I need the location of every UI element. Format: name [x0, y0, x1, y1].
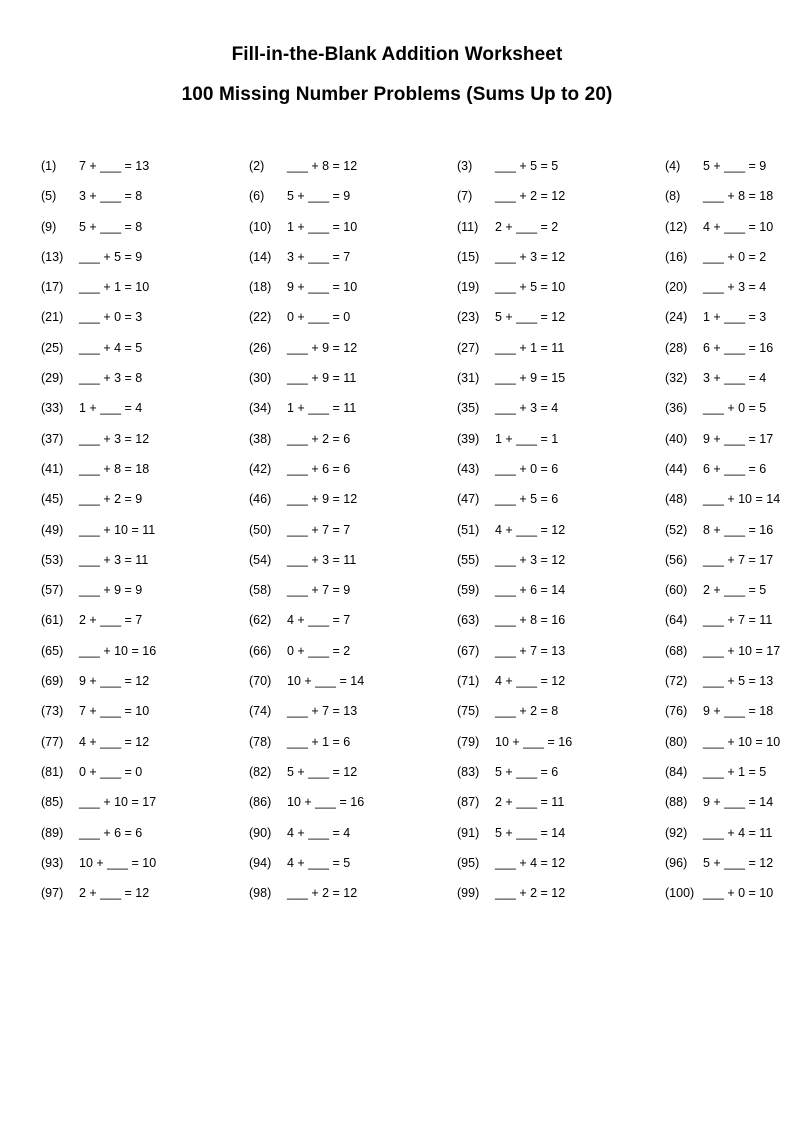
problem-equation: ___ + 3 = 12 — [79, 431, 150, 446]
problem-number: (97) — [41, 886, 64, 901]
problem-number: (86) — [249, 795, 272, 810]
problem-number: (61) — [41, 613, 64, 628]
problem-equation: 5 + ___ = 12 — [703, 855, 774, 870]
problem-row — [41, 703, 794, 733]
problem-number: (66) — [249, 643, 272, 658]
problem-number: (53) — [41, 552, 64, 567]
problem-number: (2) — [249, 159, 265, 173]
problem-number: (7) — [457, 189, 473, 204]
problem-number: (45) — [41, 492, 64, 507]
problem-equation: 7 + ___ = 13 — [79, 159, 150, 173]
problem-equation: 5 + ___ = 12 — [495, 310, 566, 325]
problem-equation: ___ + 5 = 6 — [495, 492, 559, 507]
problem-number: (63) — [457, 613, 480, 628]
problem-number: (40) — [665, 431, 688, 446]
problem-equation: 5 + ___ = 12 — [287, 764, 358, 779]
problem-number: (42) — [249, 461, 272, 476]
problem-equation: 4 + ___ = 12 — [495, 674, 566, 689]
problem-equation: ___ + 0 = 10 — [703, 886, 774, 901]
problem-equation: 4 + ___ = 5 — [287, 855, 351, 870]
problem-number: (5) — [41, 189, 57, 204]
problem-number: (49) — [41, 522, 64, 537]
problem-number: (11) — [457, 219, 479, 234]
problem-number: (4) — [665, 159, 681, 173]
problem-number: (16) — [665, 249, 688, 264]
problem-equation: ___ + 1 = 6 — [287, 734, 351, 749]
problem-row — [41, 612, 794, 642]
problem-number: (78) — [249, 734, 272, 749]
problem-number: (89) — [41, 825, 64, 840]
problem-equation: 5 + ___ = 8 — [79, 219, 143, 234]
problem-grid — [41, 158, 794, 915]
problem-number: (29) — [41, 371, 64, 386]
problem-number: (32) — [665, 371, 688, 386]
problem-row — [41, 158, 794, 188]
problem-equation: ___ + 7 = 13 — [495, 643, 566, 658]
problem-row — [41, 794, 794, 824]
problem-number: (93) — [41, 855, 64, 870]
problem-equation: ___ + 0 = 2 — [703, 249, 767, 264]
problem-equation: 9 + ___ = 14 — [703, 795, 774, 810]
problem-row — [41, 643, 794, 673]
problem-equation: 1 + ___ = 11 — [287, 401, 357, 416]
problem-row — [41, 400, 794, 430]
problem-equation: ___ + 7 = 7 — [287, 522, 351, 537]
problem-number: (27) — [457, 340, 480, 355]
problem-number: (55) — [457, 552, 480, 567]
problem-number: (36) — [665, 401, 688, 416]
problem-number: (21) — [41, 310, 64, 325]
problem-equation: ___ + 6 = 6 — [79, 825, 143, 840]
problem-equation: 2 + ___ = 5 — [703, 583, 767, 598]
problem-equation: 4 + ___ = 12 — [79, 734, 150, 749]
problem-equation: 3 + ___ = 8 — [79, 189, 143, 204]
problem-equation: 2 + ___ = 11 — [495, 795, 565, 810]
problem-number: (57) — [41, 583, 64, 598]
problem-number: (31) — [457, 371, 480, 386]
problem-number: (95) — [457, 855, 480, 870]
problem-equation: ___ + 3 = 8 — [79, 371, 143, 386]
problem-number: (80) — [665, 734, 688, 749]
problem-number: (41) — [41, 461, 64, 476]
problem-equation: ___ + 9 = 12 — [287, 340, 358, 355]
problem-number: (9) — [41, 219, 57, 234]
problem-equation: 10 + ___ = 10 — [79, 855, 157, 870]
problem-row — [41, 491, 794, 521]
problem-number: (65) — [41, 643, 64, 658]
problem-equation: ___ + 8 = 18 — [79, 461, 150, 476]
problem-number: (85) — [41, 795, 64, 810]
problem-equation: 0 + ___ = 0 — [79, 764, 143, 779]
problem-number: (14) — [249, 249, 272, 264]
problem-equation: ___ + 5 = 9 — [79, 249, 143, 264]
problem-number: (68) — [665, 643, 688, 658]
problem-number: (60) — [665, 583, 688, 598]
problem-equation: ___ + 9 = 15 — [495, 371, 566, 386]
problem-equation: 5 + ___ = 9 — [287, 189, 351, 204]
problem-number: (3) — [457, 159, 473, 173]
problem-row — [41, 249, 794, 279]
problem-equation: ___ + 8 = 18 — [703, 189, 774, 204]
problem-number: (73) — [41, 704, 64, 719]
problem-equation: ___ + 7 = 11 — [703, 613, 773, 628]
problem-equation: ___ + 7 = 13 — [287, 704, 358, 719]
problem-number: (25) — [41, 340, 64, 355]
problem-equation: ___ + 4 = 12 — [495, 855, 566, 870]
problem-equation: 10 + ___ = 14 — [287, 674, 365, 689]
problem-number: (52) — [665, 522, 688, 537]
problem-row — [41, 431, 794, 461]
problem-equation: ___ + 8 = 16 — [495, 613, 566, 628]
problem-equation: 5 + ___ = 14 — [495, 825, 566, 840]
problem-number: (26) — [249, 340, 272, 355]
problem-row — [41, 825, 794, 855]
problem-equation: ___ + 4 = 5 — [79, 340, 143, 355]
problem-number: (22) — [249, 310, 272, 325]
problem-equation: ___ + 10 = 14 — [703, 492, 781, 507]
problem-row — [41, 461, 794, 491]
problem-number: (30) — [249, 371, 272, 386]
problem-equation: ___ + 3 = 4 — [495, 401, 559, 416]
problem-number: (15) — [457, 249, 480, 264]
problem-number: (39) — [457, 431, 480, 446]
problem-number: (81) — [41, 764, 64, 779]
problem-number: (48) — [665, 492, 688, 507]
problem-row — [41, 370, 794, 400]
problem-number: (84) — [665, 764, 688, 779]
problem-equation: ___ + 10 = 11 — [79, 522, 156, 537]
problem-number: (12) — [665, 219, 688, 234]
problem-number: (67) — [457, 643, 480, 658]
problem-equation: 1 + ___ = 10 — [287, 219, 358, 234]
problem-number: (18) — [249, 280, 272, 295]
problem-row — [41, 188, 794, 218]
problem-equation: ___ + 2 = 6 — [287, 431, 351, 446]
problem-number: (87) — [457, 795, 480, 810]
problem-equation: 4 + ___ = 12 — [495, 522, 566, 537]
problem-equation: 1 + ___ = 4 — [79, 401, 143, 416]
problem-number: (1) — [41, 159, 57, 173]
problem-equation: ___ + 6 = 14 — [495, 583, 566, 598]
problem-number: (13) — [41, 249, 64, 264]
problem-row — [41, 764, 794, 794]
problem-row — [41, 340, 794, 370]
problem-number: (23) — [457, 310, 480, 325]
problem-number: (75) — [457, 704, 480, 719]
problem-equation: ___ + 3 = 11 — [79, 552, 149, 567]
problem-equation: ___ + 0 = 5 — [703, 401, 767, 416]
problem-number: (19) — [457, 280, 480, 295]
problem-number: (59) — [457, 583, 480, 598]
problem-number: (50) — [249, 522, 272, 537]
problem-number: (64) — [665, 613, 688, 628]
problem-number: (58) — [249, 583, 272, 598]
problem-number: (51) — [457, 522, 480, 537]
problem-number: (77) — [41, 734, 64, 749]
problem-equation: 6 + ___ = 16 — [703, 340, 774, 355]
problem-number: (35) — [457, 401, 480, 416]
problem-equation: 5 + ___ = 9 — [703, 159, 767, 173]
problem-row — [41, 673, 794, 703]
problem-equation: ___ + 9 = 11 — [287, 371, 357, 386]
problem-equation: ___ + 0 = 6 — [495, 461, 559, 476]
worksheet-subtitle: 100 Missing Number Problems (Sums Up to 20) — [181, 84, 613, 105]
problem-number: (28) — [665, 340, 688, 355]
problem-equation: ___ + 9 = 9 — [79, 583, 143, 598]
problem-number: (43) — [457, 461, 480, 476]
problem-equation: ___ + 3 = 11 — [287, 552, 357, 567]
problem-number: (8) — [665, 189, 681, 204]
problem-number: (54) — [249, 552, 272, 567]
problem-number: (91) — [457, 825, 480, 840]
problem-equation: ___ + 9 = 12 — [287, 492, 358, 507]
problem-number: (24) — [665, 310, 688, 325]
problem-row — [41, 855, 794, 885]
problem-number: (46) — [249, 492, 272, 507]
problem-equation: ___ + 10 = 17 — [79, 795, 157, 810]
problem-equation: ___ + 10 = 10 — [703, 734, 781, 749]
problem-equation: 0 + ___ = 2 — [287, 643, 351, 658]
problem-equation: 4 + ___ = 7 — [287, 613, 351, 628]
problem-equation: ___ + 7 = 17 — [703, 552, 774, 567]
problem-equation: 5 + ___ = 6 — [495, 764, 559, 779]
problem-number: (74) — [249, 704, 272, 719]
problem-number: (71) — [457, 674, 480, 689]
problem-row — [41, 522, 794, 552]
problem-number: (79) — [457, 734, 480, 749]
problem-equation: ___ + 1 = 10 — [79, 280, 150, 295]
problem-number: (92) — [665, 825, 688, 840]
problem-row — [41, 552, 794, 582]
problem-number: (76) — [665, 704, 688, 719]
problem-number: (44) — [665, 461, 688, 476]
problem-equation: ___ + 2 = 8 — [495, 704, 559, 719]
problem-number: (62) — [249, 613, 272, 628]
problem-equation: 9 + ___ = 10 — [287, 280, 358, 295]
problem-number: (82) — [249, 764, 272, 779]
problem-number: (34) — [249, 401, 272, 416]
problem-equation: 2 + ___ = 12 — [79, 886, 150, 901]
problem-equation: 1 + ___ = 1 — [495, 431, 559, 446]
problem-equation: 2 + ___ = 7 — [79, 613, 143, 628]
problem-number: (99) — [457, 886, 480, 901]
problem-equation: 7 + ___ = 10 — [79, 704, 150, 719]
problem-equation: ___ + 4 = 11 — [703, 825, 773, 840]
problem-row — [41, 734, 794, 764]
problem-row — [41, 219, 794, 249]
problem-equation: 9 + ___ = 18 — [703, 704, 774, 719]
problem-equation: ___ + 2 = 12 — [495, 886, 566, 901]
problem-number: (100) — [665, 886, 695, 901]
problem-number: (83) — [457, 764, 480, 779]
problem-number: (47) — [457, 492, 480, 507]
problem-number: (88) — [665, 795, 688, 810]
problem-equation: 2 + ___ = 2 — [495, 219, 559, 234]
problem-equation: ___ + 10 = 17 — [703, 643, 781, 658]
problem-equation: ___ + 2 = 9 — [79, 492, 143, 507]
problem-number: (6) — [249, 189, 265, 204]
problem-equation: ___ + 3 = 12 — [495, 552, 566, 567]
problem-number: (37) — [41, 431, 64, 446]
problem-row — [41, 309, 794, 339]
problem-equation: ___ + 3 = 4 — [703, 280, 767, 295]
problem-row — [41, 279, 794, 309]
problem-equation: 1 + ___ = 3 — [703, 310, 767, 325]
problem-equation: ___ + 2 = 12 — [287, 886, 358, 901]
problem-number: (94) — [249, 855, 272, 870]
problem-number: (70) — [249, 674, 272, 689]
problem-equation: 9 + ___ = 12 — [79, 674, 150, 689]
problem-number: (98) — [249, 886, 272, 901]
problem-equation: 8 + ___ = 16 — [703, 522, 774, 537]
problem-equation: 3 + ___ = 4 — [703, 371, 767, 386]
problem-equation: ___ + 2 = 12 — [495, 189, 566, 204]
problem-equation: 3 + ___ = 7 — [287, 249, 351, 264]
problem-equation: ___ + 0 = 3 — [79, 310, 143, 325]
problem-number: (38) — [249, 431, 272, 446]
problem-equation: ___ + 10 = 16 — [79, 643, 157, 658]
problem-equation: 0 + ___ = 0 — [287, 310, 351, 325]
problem-number: (33) — [41, 401, 64, 416]
problem-equation: ___ + 3 = 12 — [495, 249, 566, 264]
problem-equation: 10 + ___ = 16 — [287, 795, 365, 810]
problem-number: (72) — [665, 674, 688, 689]
problem-equation: ___ + 1 = 11 — [495, 340, 565, 355]
problem-number: (96) — [665, 855, 688, 870]
worksheet-title: Fill-in-the-Blank Addition Worksheet — [231, 44, 563, 65]
problem-equation: 9 + ___ = 17 — [703, 431, 774, 446]
problem-number: (20) — [665, 280, 688, 295]
problem-equation: ___ + 8 = 12 — [287, 159, 358, 173]
problem-equation: 6 + ___ = 6 — [703, 461, 767, 476]
problem-equation: ___ + 1 = 5 — [703, 764, 767, 779]
problem-number: (17) — [41, 280, 64, 295]
problem-equation: 4 + ___ = 4 — [287, 825, 351, 840]
problem-equation: ___ + 5 = 10 — [495, 280, 566, 295]
problem-equation: 4 + ___ = 10 — [703, 219, 774, 234]
problem-row — [41, 885, 794, 915]
problem-number: (69) — [41, 674, 64, 689]
problem-number: (10) — [249, 219, 272, 234]
problem-row — [41, 582, 794, 612]
problem-equation: ___ + 5 = 5 — [495, 159, 559, 173]
problem-number: (56) — [665, 552, 688, 567]
problem-equation: ___ + 7 = 9 — [287, 583, 351, 598]
problem-equation: ___ + 5 = 13 — [703, 674, 774, 689]
problem-equation: 10 + ___ = 16 — [495, 734, 573, 749]
problem-number: (90) — [249, 825, 272, 840]
problem-equation: ___ + 6 = 6 — [287, 461, 351, 476]
